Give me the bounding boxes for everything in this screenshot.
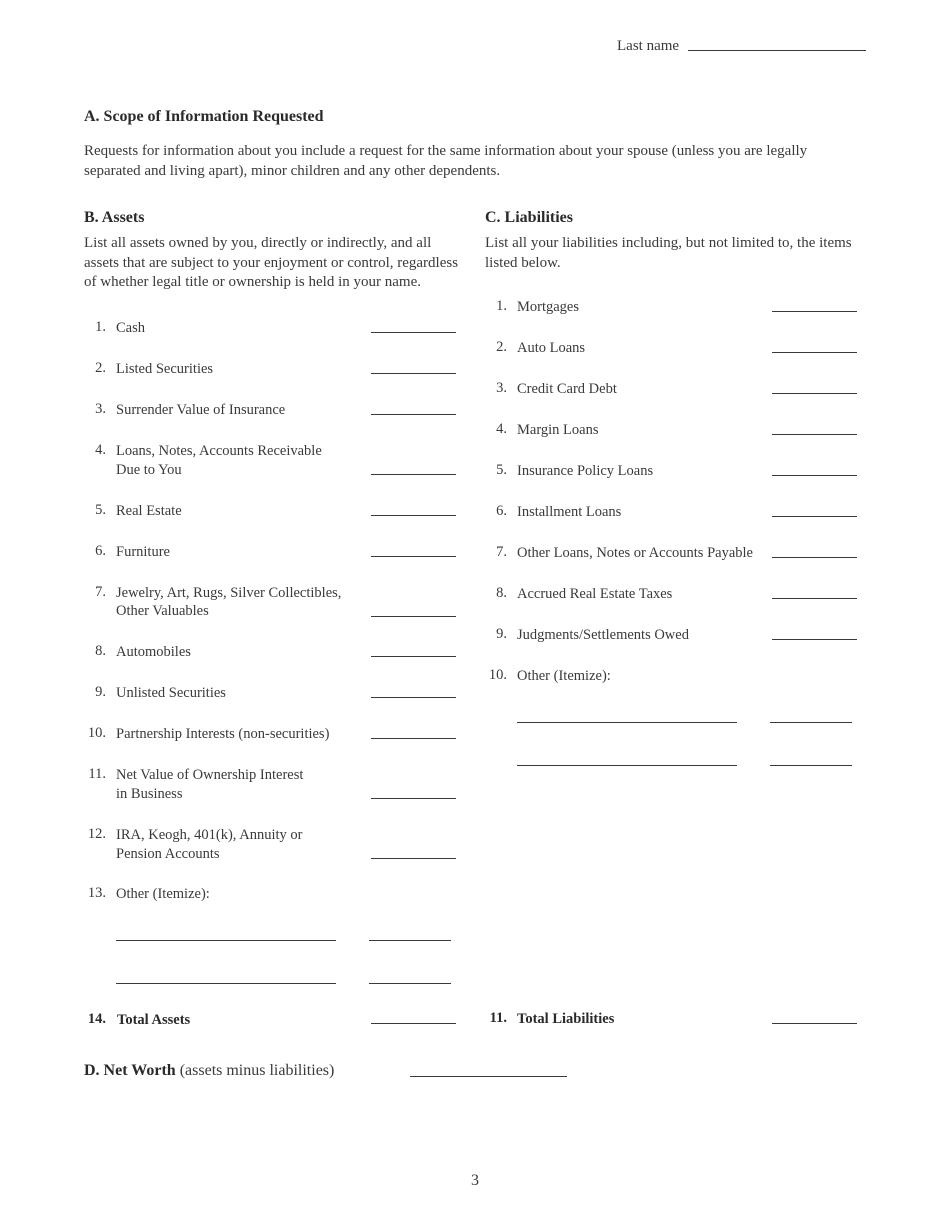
asset-label-cont: Due to You xyxy=(116,462,182,478)
liability-label: Other Loans, Notes or Accounts Payable xyxy=(517,545,753,561)
asset-other-desc-field-1[interactable] xyxy=(116,940,336,941)
asset-other-value-field-2[interactable] xyxy=(369,983,451,984)
asset-label: Partnership Interests (non-securities) xyxy=(116,726,330,742)
asset-label: Listed Securities xyxy=(116,361,214,377)
asset-label-cont: Other Valuables xyxy=(116,603,209,619)
liability-label: Judgments/Settlements Owed xyxy=(517,627,689,643)
asset-num: 9. xyxy=(95,684,106,700)
asset-label: Net Value of Ownership Interest xyxy=(116,767,304,783)
asset-num: 6. xyxy=(95,543,106,559)
asset-label: Automobiles xyxy=(116,644,191,660)
asset-num: 5. xyxy=(95,502,106,518)
liability-label: Mortgages xyxy=(517,299,580,315)
liability-real-estate-taxes-field[interactable] xyxy=(772,598,857,599)
asset-num: 7. xyxy=(95,584,106,600)
asset-loans-notes-field[interactable] xyxy=(371,474,456,475)
asset-other-value-field-1[interactable] xyxy=(369,940,451,941)
asset-num: 2. xyxy=(95,360,106,376)
asset-label: Cash xyxy=(116,320,145,336)
liability-num: 9. xyxy=(496,626,507,642)
liability-other-value-field-2[interactable] xyxy=(770,765,852,766)
asset-insurance-field[interactable] xyxy=(371,414,456,415)
asset-num: 13. xyxy=(87,885,106,901)
total-liabilities-field[interactable] xyxy=(772,1023,857,1024)
total-liabilities-num: 11. xyxy=(489,1010,507,1026)
asset-valuables-field[interactable] xyxy=(371,616,456,617)
asset-num: 10. xyxy=(87,725,106,741)
liability-label: Credit Card Debt xyxy=(517,381,617,397)
liability-other-desc-field-1[interactable] xyxy=(517,722,737,723)
asset-label: Other (Itemize): xyxy=(116,886,210,902)
liability-other-desc-field-2[interactable] xyxy=(517,765,737,766)
liability-num: 8. xyxy=(496,585,507,601)
asset-num: 3. xyxy=(95,401,106,417)
asset-num: 4. xyxy=(95,442,106,458)
asset-listed-securities-field[interactable] xyxy=(371,373,456,374)
asset-num: 12. xyxy=(87,826,106,842)
last-name-label: Last name xyxy=(617,38,680,54)
asset-label: IRA, Keogh, 401(k), Annuity or xyxy=(116,827,303,843)
liability-num: 3. xyxy=(496,380,507,396)
asset-furniture-field[interactable] xyxy=(371,556,456,557)
liability-other-loans-field[interactable] xyxy=(772,557,857,558)
liability-insurance-loans-field[interactable] xyxy=(772,475,857,476)
liability-auto-loans-field[interactable] xyxy=(772,352,857,353)
section-c-title: C. Liabilities xyxy=(485,209,574,226)
asset-label-cont: Pension Accounts xyxy=(116,846,220,862)
liability-other-value-field-1[interactable] xyxy=(770,722,852,723)
liability-label: Installment Loans xyxy=(517,504,622,520)
liability-label: Insurance Policy Loans xyxy=(517,463,654,479)
asset-label: Real Estate xyxy=(116,503,182,519)
asset-label: Furniture xyxy=(116,544,170,560)
asset-real-estate-field[interactable] xyxy=(371,515,456,516)
asset-label: Unlisted Securities xyxy=(116,685,226,701)
asset-unlisted-securities-field[interactable] xyxy=(371,697,456,698)
total-assets-num: 14. xyxy=(87,1011,106,1027)
section-b-intro: List all assets owned by you, directly or indirectly, and all assets that are subject to your enjoyment or control, regardless of whether legal title or ownership is held in your name. xyxy=(84,235,459,290)
liability-label: Margin Loans xyxy=(517,422,599,438)
liability-label: Other (Itemize): xyxy=(517,668,611,684)
liability-installment-loans-field[interactable] xyxy=(772,516,857,517)
asset-other-desc-field-2[interactable] xyxy=(116,983,336,984)
net-worth-field[interactable] xyxy=(410,1076,567,1077)
liability-label: Auto Loans xyxy=(517,340,586,356)
liability-margin-loans-field[interactable] xyxy=(772,434,857,435)
section-a-title: A. Scope of Information Requested xyxy=(84,108,324,125)
liability-num: 7. xyxy=(496,544,507,560)
liability-num: 10. xyxy=(488,667,507,683)
section-b-title: B. Assets xyxy=(84,209,145,226)
total-assets-label: Total Assets xyxy=(117,1012,191,1028)
liability-num: 6. xyxy=(496,503,507,519)
liability-num: 4. xyxy=(496,421,507,437)
asset-cash-field[interactable] xyxy=(371,332,456,333)
last-name-field[interactable] xyxy=(688,50,866,51)
total-liabilities-label: Total Liabilities xyxy=(517,1011,615,1027)
asset-num: 1. xyxy=(95,319,106,335)
liability-num: 1. xyxy=(496,298,507,314)
section-a-body: Requests for information about you include a request for the same information about your spouse (unless you are legally separated and living apart), minor children and any other dependents. xyxy=(84,143,808,179)
total-assets-field[interactable] xyxy=(371,1023,456,1024)
liability-num: 2. xyxy=(496,339,507,355)
page-number: 3 xyxy=(471,1172,479,1189)
liability-label: Accrued Real Estate Taxes xyxy=(517,586,673,602)
asset-num: 8. xyxy=(95,643,106,659)
liability-judgments-field[interactable] xyxy=(772,639,857,640)
asset-label: Jewelry, Art, Rugs, Silver Collectibles, xyxy=(116,585,342,601)
liability-num: 5. xyxy=(496,462,507,478)
section-c-intro: List all your liabilities including, but not limited to, the items listed below. xyxy=(485,235,852,271)
net-worth-label xyxy=(84,1062,334,1080)
asset-label-cont: in Business xyxy=(116,786,183,802)
asset-label: Surrender Value of Insurance xyxy=(116,402,286,418)
asset-automobiles-field[interactable] xyxy=(371,656,456,657)
liability-credit-card-field[interactable] xyxy=(772,393,857,394)
asset-num: 11. xyxy=(88,766,106,782)
net-worth-title: D. Net Worth xyxy=(84,1062,176,1079)
asset-business-field[interactable] xyxy=(371,798,456,799)
asset-retirement-field[interactable] xyxy=(371,858,456,859)
net-worth-subtitle: (assets minus liabilities) xyxy=(175,1062,335,1079)
asset-partnership-field[interactable] xyxy=(371,738,456,739)
asset-label: Loans, Notes, Accounts Receivable xyxy=(116,443,322,459)
liability-mortgages-field[interactable] xyxy=(772,311,857,312)
